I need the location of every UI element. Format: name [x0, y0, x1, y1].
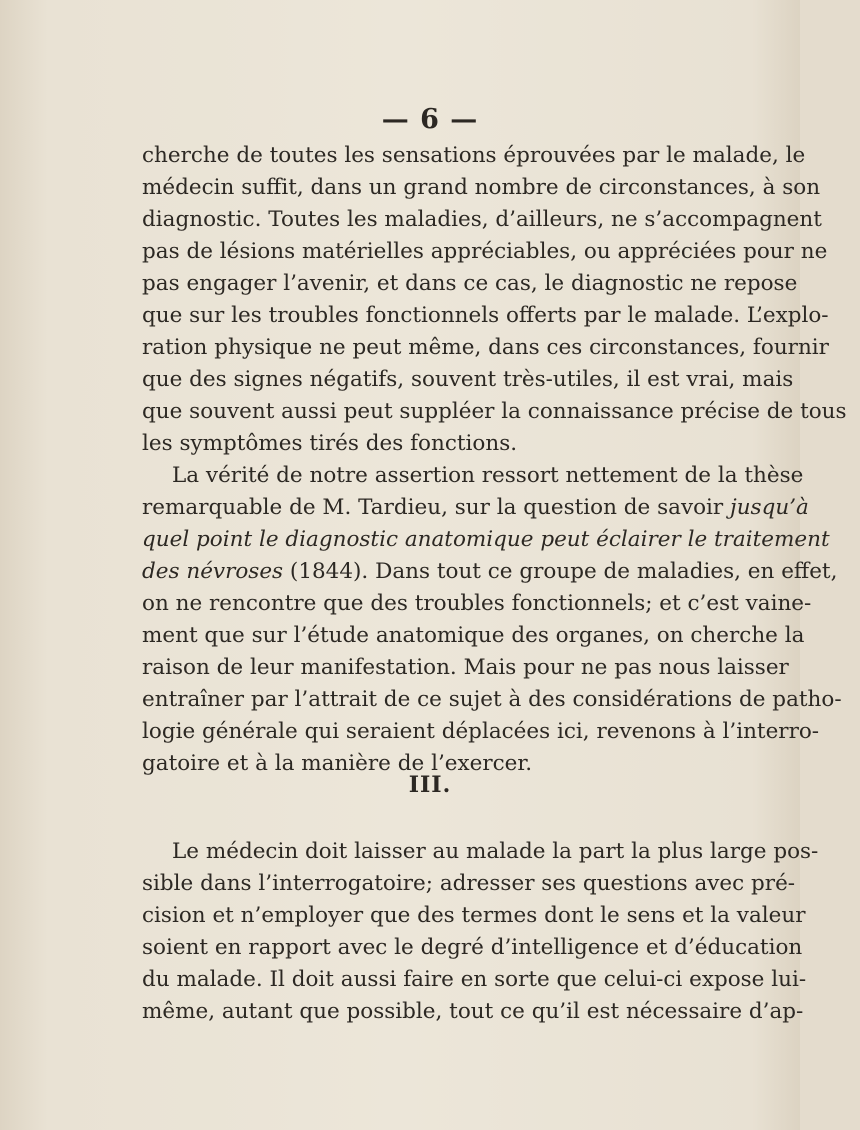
text-line — [142, 491, 809, 525]
text-line: Le médecin doit laisser au malade la part la plus large pos- — [172, 839, 819, 864]
text-line: on ne rencontre que des troubles fonctionnels; et c’est vaine- — [142, 591, 812, 616]
text-line: que des signes négatifs, souvent très-utiles, il est vrai, mais — [142, 367, 794, 392]
text-line — [142, 555, 838, 589]
text-line: sible dans l’interrogatoire; adresser ses questions avec pré- — [142, 871, 796, 896]
text-line — [142, 523, 830, 557]
section-heading: III. — [408, 772, 452, 798]
text-line: diagnostic. Toutes les maladies, d’ailleurs, ne s’accompagnent — [142, 207, 822, 232]
text-line: ration physique ne peut même, dans ces circonstances, fournir — [142, 335, 829, 360]
text-line: pas de lésions matérielles appréciables, ou appréciées pour ne — [142, 239, 828, 264]
text-line: raison de leur manifestation. Mais pour ne pas nous laisser — [142, 655, 789, 680]
text-line: cherche de toutes les sensations éprouvées par le malade, le — [142, 143, 806, 168]
text-line: du malade. Il doit aussi faire en sorte que celui-ci expose lui- — [142, 967, 807, 992]
text-run: remarquable de M. Tardieu, sur la question de savoir — [142, 495, 731, 520]
text-line: médecin suffit, dans un grand nombre de circonstances, à son — [142, 175, 821, 200]
text-line: gatoire et à la manière de l’exercer. — [142, 751, 533, 776]
italic-title-run: quel point le diagnostic anatomique peut éclairer le traitement — [142, 527, 830, 552]
text-line: logie générale qui seraient déplacées ici, revenons à l’interro- — [142, 719, 820, 744]
text-line: pas engager l’avenir, et dans ce cas, le diagnostic ne repose — [142, 271, 798, 296]
text-line: que sur les troubles fonctionnels offerts par le malade. L’explo- — [142, 303, 829, 328]
text-line: les symptômes tirés des fonctions. — [142, 431, 518, 456]
text-line: ment que sur l’étude anatomique des organes, on cherche la — [142, 623, 805, 648]
italic-title-run: jusqu’à — [730, 495, 809, 520]
text-line: La vérité de notre assertion ressort nettement de la thèse — [172, 463, 804, 488]
text-run: (1844). Dans tout ce groupe de maladies, en effet, — [283, 559, 838, 584]
text-line: même, autant que possible, tout ce qu’il est nécessaire d’ap- — [142, 999, 804, 1024]
text-line: cision et n’employer que des termes dont le sens et la valeur — [142, 903, 806, 928]
text-line: soient en rapport avec le degré d’intelligence et d’éducation — [142, 935, 803, 960]
text-line: entraîner par l’attrait de ce sujet à des considérations de patho- — [142, 687, 842, 712]
italic-title-run: des névroses — [142, 559, 284, 584]
page-number: — 6 — — [381, 104, 479, 135]
text-line: que souvent aussi peut suppléer la connaissance précise de tous — [142, 399, 847, 424]
